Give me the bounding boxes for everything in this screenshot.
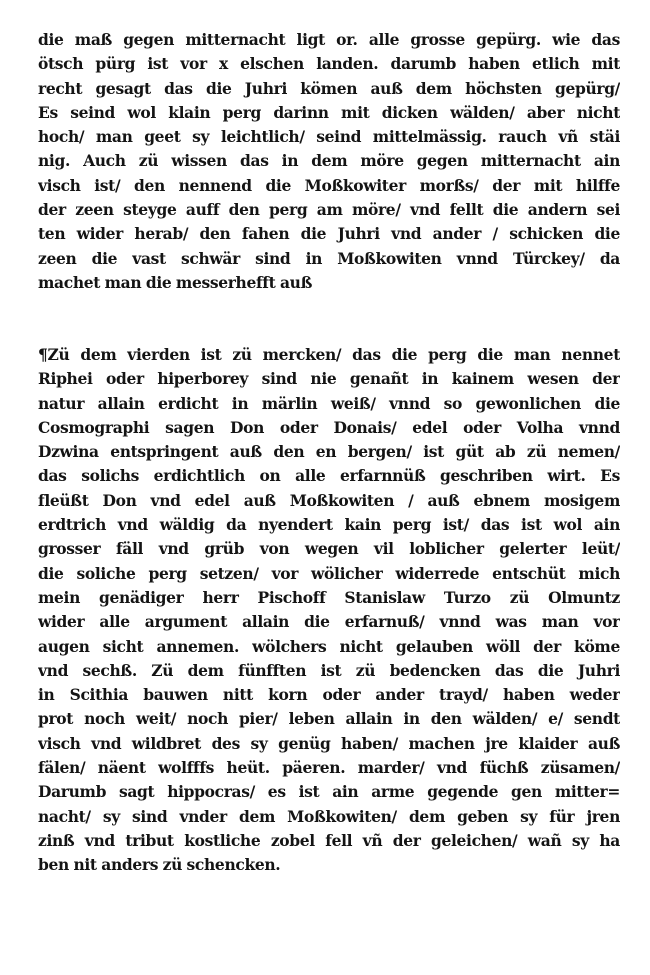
- text-line: prot noch weit/ noch pier/ leben allain in den wälden/ e/ sendt: [38, 709, 620, 729]
- text-line: machet man die messerhefft auß: [38, 272, 313, 292]
- text-line: erdtrich vnd wäldig da nyendert kain perg ist/ das ist wol ain: [38, 515, 620, 535]
- text-line: Dzwina entspringent auß den en bergen/ ist güt ab zü nemen/: [38, 442, 620, 462]
- text-line: wider alle argument allain die erfarnuß/ vnnd was man vor: [38, 612, 620, 632]
- paragraph-1: [38, 28, 620, 295]
- text-line: ¶Zü dem vierden ist zü mercken/ das die perg die man nennet: [38, 345, 620, 364]
- text-line: Es seind wol klain perg darinn mit dicken wälden/ aber nicht: [38, 102, 620, 122]
- text-line: ben nit anders zü schencken.: [38, 855, 281, 875]
- text-line: fleüßt Don vnd edel auß Moßkowiten / auß ebnem mosigem: [38, 490, 620, 510]
- text-line: zinß vnd tribut kostliche zobel fell vñ der geleichen/ wañ sy ha: [38, 830, 620, 850]
- text-line: hoch/ man geet sy leichtlich/ seind mittelmässig. rauch vñ stäi: [38, 127, 620, 147]
- text-line: natur allain erdicht in märlin weiß/ vnnd so gewonlichen die: [38, 393, 620, 413]
- text-line: ötsch pürg ist vor x elschen landen. darumb haben etlich mit: [38, 54, 620, 74]
- text-line: nig. Auch zü wissen das in dem möre gegen mitternacht ain: [38, 151, 620, 171]
- text-line: recht gesagt das die Juhri kömen auß dem höchsten gepürg/: [38, 78, 620, 98]
- text-line: ten wider herab/ den fahen die Juhri vnd ander / schicken die: [38, 224, 620, 244]
- text-line: visch vnd wildbret des sy genüg haben/ machen jre klaider auß: [38, 733, 620, 753]
- text-line: augen sicht annemen. wölchers nicht gelauben wöll der köme: [38, 636, 620, 656]
- text-line: Cosmographi sagen Don oder Donais/ edel oder Volha vnnd: [38, 417, 620, 437]
- text-line: das solichs erdichtlich on alle erfarnnüß geschriben wirt. Es: [38, 466, 620, 486]
- paragraph-2: [38, 343, 620, 878]
- text-line: Riphei oder hiperborey sind nie genañt in kainem wesen der: [38, 369, 620, 389]
- text-line: nacht/ sy sind vnder dem Moßkowiten/ dem geben sy für jren: [38, 806, 620, 826]
- text-line: in Scithia bauwen nitt korn oder ander trayd/ haben weder: [38, 685, 620, 705]
- text-line: vnd sechß. Zü dem fünfften ist zü bedencken das die Juhri: [38, 660, 620, 680]
- text-line: zeen die vast schwär sind in Moßkowiten vnnd Türckey/ da: [38, 248, 620, 268]
- text-line: grosser fäll vnd grüb von wegen vil loblicher gelerter leüt/: [38, 539, 620, 559]
- text-line: der zeen steyge auff den perg am möre/ vnd fellt die andern sei: [38, 200, 620, 220]
- text-line: die soliche perg setzen/ vor wölicher widerrede entschüt mich: [38, 563, 620, 583]
- text-line: mein genädiger herr Pischoff Stanislaw Turzo zü Olmuntz: [38, 587, 620, 607]
- text-line: die maß gegen mitternacht ligt or. alle grosse gepürg. wie das: [38, 30, 620, 49]
- text-line: Darumb sagt hippocras/ es ist ain arme gegende gen mitter=: [38, 782, 620, 802]
- text-line: visch ist/ den nennend die Moßkowiter morßs/ der mit hilffe: [38, 175, 620, 195]
- text-line: fälen/ näent wolfffs heüt. päeren. marder/ vnd füchß züsamen/: [38, 758, 620, 778]
